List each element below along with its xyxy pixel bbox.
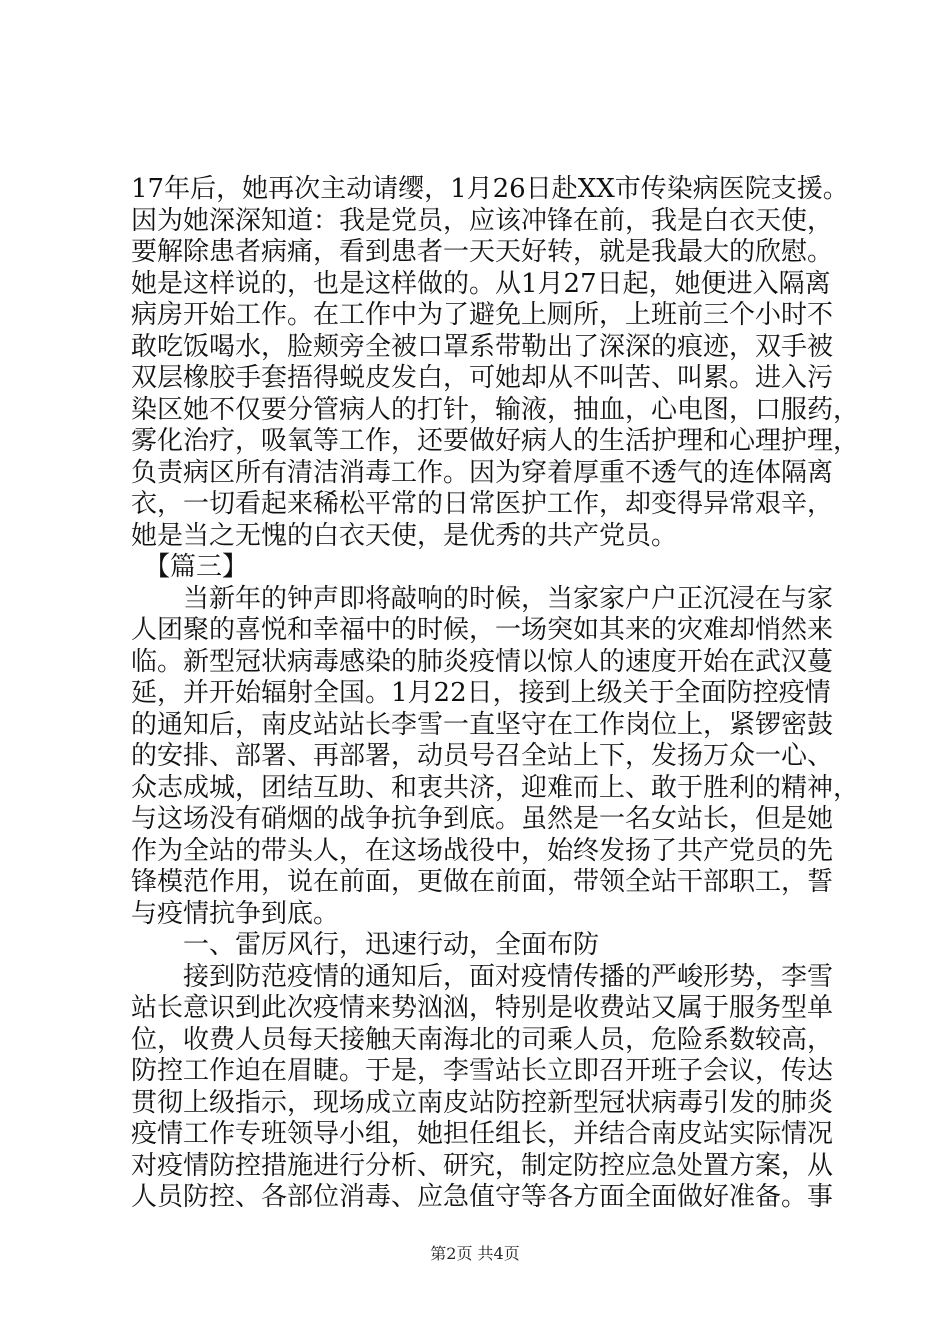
text-line: 与这场没有硝烟的战争抗争到底。虽然是一名女站长，但是她: [131, 804, 834, 834]
text-line: 疫情工作专班领导小组，她担任组长，并结合南皮站实际情况: [131, 1119, 834, 1149]
text-line: 防控工作迫在眉睫。于是，李雪站长立即召开班子会议，传达: [131, 1056, 834, 1086]
text-line: 敢吃饭喝水，脸颊旁全被口罩系带勒出了深深的痕迹，双手被: [131, 331, 834, 362]
text-line: 病房开始工作。在工作中为了避免上厕所，上班前三个小时不: [131, 300, 834, 330]
text-line: 一、雷厉风行，迅速行动，全面布防: [131, 930, 600, 960]
page-footer: 第2页 共4页: [430, 1244, 520, 1263]
text-line: 因为她深深知道：我是党员，应该冲锋在前，我是白衣天使，: [131, 205, 834, 236]
text-line: 染区她不仅要分管病人的打针，输液，抽血，心电图，口服药，: [131, 394, 860, 425]
text-line: 人团聚的喜悦和幸福中的时候，一场突如其来的灾难却悄然来: [131, 615, 834, 645]
text-line: 雾化治疗，吸氧等工作，还要做好病人的生活护理和心理护理，: [131, 426, 860, 456]
text-line: 临。新型冠状病毒感染的肺炎疫情以惊人的速度开始在武汉蔓: [131, 646, 834, 677]
text-line: 与疫情抗争到底。: [131, 898, 340, 929]
text-line: 众志成城，团结互助、和衷共济，迎难而上、敢于胜利的精神，: [131, 772, 860, 803]
text-line: 当新年的钟声即将敲响的时候，当家家户户正沉浸在与家: [131, 583, 834, 614]
text-line: 延，并开始辐射全国。1月22日，接到上级关于全面防控疫情: [131, 678, 831, 708]
text-line: 贯彻上级指示，现场成立南皮站防控新型冠状病毒引发的肺炎: [131, 1087, 834, 1118]
text-line: 双层橡胶手套捂得蜕皮发白，可她却从不叫苦、叫累。进入污: [131, 363, 834, 393]
text-line: 负责病区所有清洁消毒工作。因为穿着厚重不透气的连体隔离: [131, 457, 834, 488]
text-line: 要解除患者病痛，看到患者一天天好转，就是我最大的欣慰。: [131, 237, 834, 267]
text-line: 她是当之无愧的白衣天使，是优秀的共产党员。: [131, 520, 678, 551]
text-line: 的通知后，南皮站站长李雪一直坚守在工作岗位上，紧锣密鼓: [131, 709, 834, 740]
document-body: [131, 174, 861, 1214]
text-line: 接到防范疫情的通知后，面对疫情传播的严峻形势，李雪: [131, 961, 834, 992]
text-line: 位，收费人员每天接触天南海北的司乘人员，危险系数较高，: [131, 1024, 834, 1055]
text-line: 锋模范作用，说在前面，更做在前面，带领全站干部职工，誓: [131, 867, 834, 897]
text-line: 她是这样说的，也是这样做的。从1月27日起，她便进入隔离: [131, 268, 831, 299]
text-line: 对疫情防控措施进行分析、研究，制定防控应急处置方案，从: [131, 1150, 834, 1181]
text-line: 的安排、部署、再部署，动员号召全站上下，发扬万众一心、: [131, 741, 834, 771]
text-line: 【篇三】: [131, 552, 249, 582]
text-line: 站长意识到此次疫情来势汹汹，特别是收费站又属于服务型单: [131, 993, 834, 1023]
text-line: 17年后，她再次主动请缨，1月26日赴XX市传染病医院支援。: [131, 174, 849, 204]
text-line: 衣，一切看起来稀松平常的日常医护工作，却变得异常艰辛，: [131, 489, 834, 519]
text-line: 作为全站的带头人，在这场战役中，始终发扬了共产党员的先: [131, 835, 834, 866]
text-line: 人员防控、各部位消毒、应急值守等各方面全面做好准备。事: [131, 1182, 834, 1212]
